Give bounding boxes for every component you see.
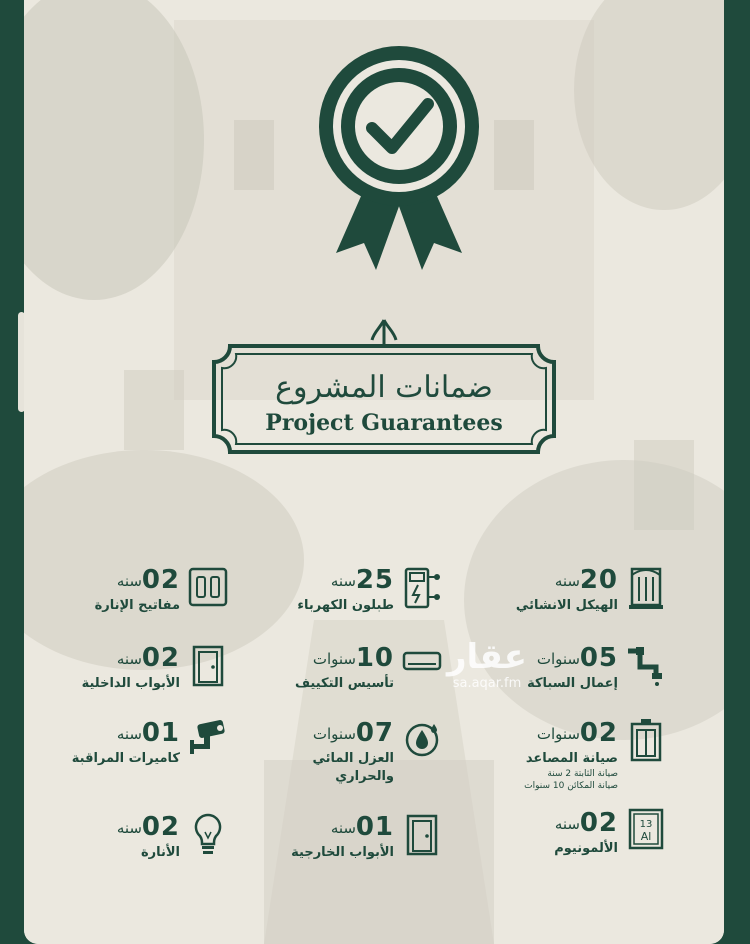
guarantee-unit: سنه	[554, 815, 580, 833]
guarantee-item-ac	[262, 643, 442, 703]
guarantee-number: 10	[355, 643, 394, 673]
guarantee-item-interior-doors	[48, 643, 228, 703]
guarantee-number: 02	[579, 718, 618, 748]
guarantee-label-line2: والحراري	[335, 769, 394, 784]
guarantee-item-aluminum	[486, 808, 666, 868]
guarantee-number: 01	[355, 812, 394, 842]
guarantee-unit: سنه	[116, 725, 142, 743]
building-structure-icon	[626, 565, 666, 611]
title-banner	[212, 318, 556, 478]
watermark	[422, 638, 552, 692]
guarantee-unit: سنه	[116, 650, 142, 668]
watermark-brand: عقار	[446, 637, 528, 677]
guarantee-unit: سنوات	[536, 650, 580, 668]
guarantee-label: كاميرات المراقبة	[71, 751, 180, 766]
guarantee-label: طبلون الكهرباء	[297, 598, 394, 613]
electric-panel-icon	[402, 565, 442, 611]
guarantee-item-insulation	[262, 718, 442, 788]
guarantee-label: الأنارة	[140, 845, 180, 860]
guarantee-unit: سنوات	[536, 725, 580, 743]
aluminum-symbol: Al	[640, 830, 652, 843]
guarantee-number: 20	[579, 565, 618, 595]
guarantee-badge-icon	[314, 38, 484, 278]
guarantee-unit: سنه	[330, 819, 356, 837]
guarantee-item-cameras	[48, 718, 228, 778]
guarantee-item-elevators	[486, 718, 666, 794]
guarantee-unit: سنه	[330, 572, 356, 590]
guarantee-number: 02	[579, 808, 618, 838]
guarantee-number: 01	[141, 718, 180, 748]
watermark-url: sa.aqar.fm	[452, 676, 522, 691]
guarantee-label: صيانة المصاعد	[525, 751, 618, 766]
guarantee-label: مفاتيح الإنارة	[94, 598, 180, 613]
exterior-door-icon	[402, 812, 442, 858]
guarantee-label: الأبواب الخارجية	[291, 845, 394, 860]
guarantee-item-electric-panel	[262, 565, 442, 625]
guarantee-unit: سنوات	[312, 650, 356, 668]
banner-title-arabic: ضمانات المشروع	[275, 370, 493, 405]
guarantee-unit: سنوات	[312, 725, 356, 743]
light-bulb-icon	[188, 812, 228, 858]
security-camera-icon	[188, 718, 228, 764]
plumbing-pipe-icon	[626, 643, 666, 689]
elevator-note: صيانة الثابتة 2 سنة	[547, 769, 618, 779]
banner-title-english: Project Guarantees	[265, 410, 503, 436]
guarantee-unit: سنه	[554, 572, 580, 590]
guarantee-unit: سنه	[116, 572, 142, 590]
guarantee-number: 02	[141, 812, 180, 842]
light-switch-icon	[188, 565, 228, 611]
guarantee-label: الأبواب الداخلية	[81, 676, 180, 691]
guarantee-label: إعمال السباكة	[527, 676, 618, 691]
elevator-note: صيانة المكائن 10 سنوات	[524, 781, 618, 791]
guarantee-item-lighting	[48, 812, 228, 872]
guarantee-item-switches	[48, 565, 228, 625]
guarantee-unit: سنه	[116, 819, 142, 837]
guarantee-number: 02	[141, 565, 180, 595]
guarantee-label: الهيكل الانشائي	[515, 598, 618, 613]
aluminum-element-icon	[626, 808, 666, 854]
guarantee-number: 02	[141, 643, 180, 673]
guarantee-number: 25	[355, 565, 394, 595]
poster	[24, 0, 724, 944]
guarantee-item-exterior-doors	[262, 812, 442, 872]
elevator-icon	[626, 718, 666, 764]
guarantee-label: الألمونيوم	[554, 841, 618, 856]
guarantee-label: تأسيس التكييف	[294, 676, 394, 691]
aluminum-number: 13	[639, 819, 653, 830]
guarantee-number: 05	[579, 643, 618, 673]
guarantee-label: العزل المائي	[312, 751, 394, 766]
guarantee-number: 07	[355, 718, 394, 748]
interior-door-icon	[188, 643, 228, 689]
insulation-drops-icon	[402, 718, 442, 764]
guarantee-item-structure	[486, 565, 666, 625]
